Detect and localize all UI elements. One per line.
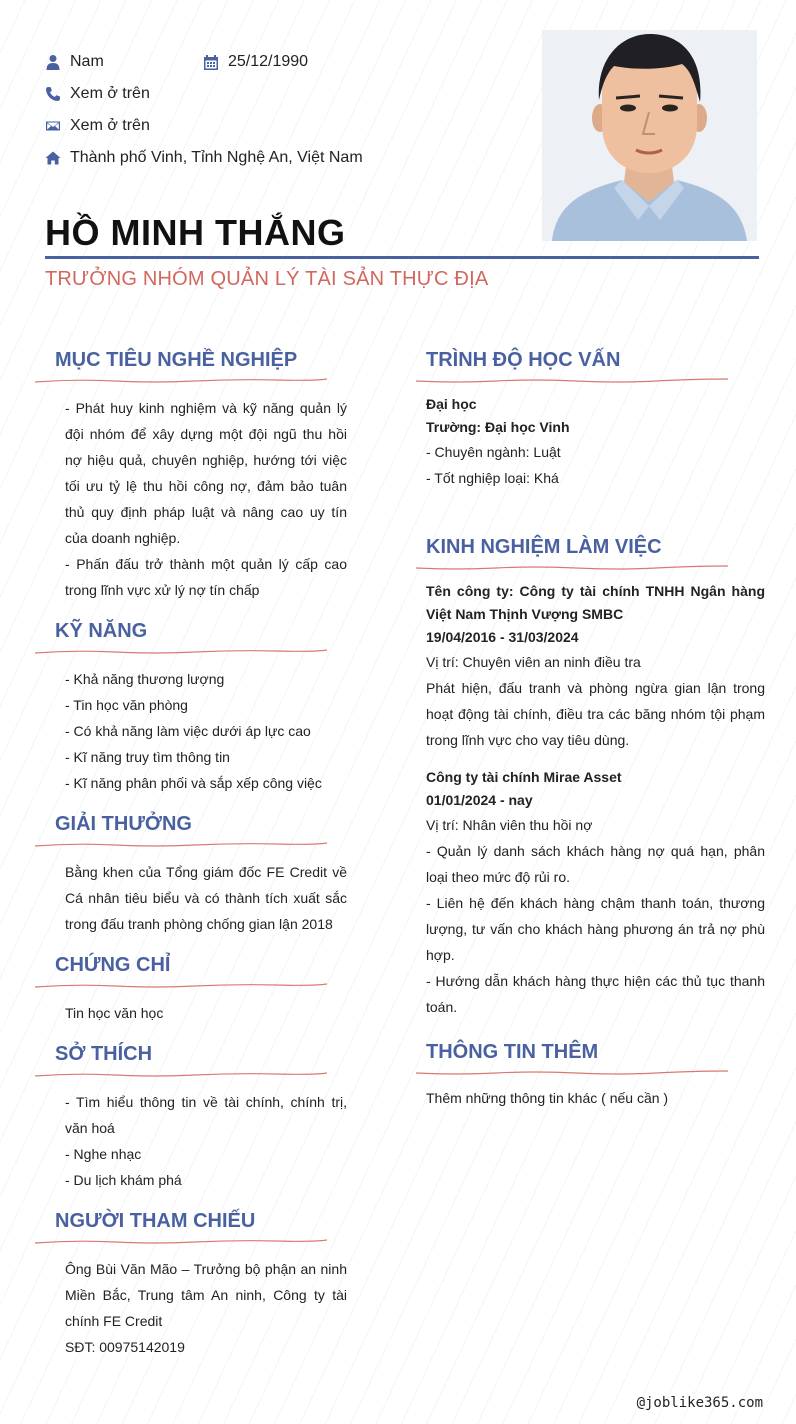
birthdate-row — [203, 50, 308, 74]
section-underline — [416, 1069, 728, 1077]
extra-text: Thêm những thông tin khác ( nếu cần ) — [426, 1090, 669, 1106]
references-text: Ông Bùi Văn Mão – Trưởng bộ phận an ninh Miền Bắc, Trung tâm An ninh, Công ty tài chính FE Credit SĐT: 00975142019 — [65, 1261, 347, 1355]
section-underline — [416, 564, 728, 572]
phone-text: Xem ở trên — [70, 85, 150, 102]
section-underline — [35, 841, 327, 849]
job-period: 19/04/2016 - 31/03/2024 — [426, 629, 579, 645]
section-title: CHỨNG CHỈ — [55, 954, 171, 976]
mail-icon — [45, 118, 61, 134]
job-entry — [426, 580, 765, 753]
list-item: - Du lịch khám phá — [65, 1172, 182, 1188]
job-title: TRƯỞNG NHÓM QUẢN LÝ TÀI SẢN THỰC ĐỊA — [45, 268, 489, 290]
education-details — [416, 393, 765, 491]
section-underline — [416, 377, 728, 385]
address-row — [45, 146, 363, 170]
list-item: - Tin học văn phòng — [65, 697, 188, 713]
list-item: - Tìm hiểu thông tin về tài chính, chính trị, văn hoá — [65, 1094, 347, 1136]
email-row — [45, 114, 150, 138]
section-title: THÔNG TIN THÊM — [426, 1041, 599, 1063]
section-education — [416, 346, 765, 491]
list-item: - Có khả năng làm việc dưới áp lực cao — [65, 723, 311, 739]
section-experience — [416, 533, 765, 1020]
watermark: @joblike365.com — [636, 1395, 763, 1411]
profile-photo — [542, 30, 757, 241]
section-title: NGƯỜI THAM CHIẾU — [55, 1210, 256, 1232]
job-position: Vị trí: Chuyên viên an ninh điều tra — [426, 654, 641, 670]
list-item: - Kĩ năng truy tìm thông tin — [65, 749, 230, 765]
experience-list — [416, 580, 765, 1020]
education-level: Đại học — [426, 396, 477, 412]
full-name: HỒ MINH THẮNG — [45, 212, 346, 253]
section-hobbies — [45, 1040, 347, 1193]
section-underline — [35, 648, 327, 656]
education-school: Trường: Đại học Vinh — [426, 419, 570, 435]
gender-text: Nam — [70, 53, 104, 70]
section-underline — [35, 1238, 327, 1246]
section-underline — [35, 982, 327, 990]
section-title: GIẢI THƯỞNG — [55, 813, 192, 835]
hobbies-list — [45, 1089, 347, 1193]
certificates-text: Tin học văn học — [65, 1005, 164, 1021]
section-skills — [45, 617, 347, 796]
objective-text: - Phát huy kinh nghiệm và kỹ năng quản lý đội nhóm để xây dựng một đội ngũ thu hồi nợ hiệu quả, chuyên nghiệp, hướng tới việc tối ưu tỷ lệ thu hồi công nợ, đảm bảo tuân thủ quy định pháp luật và nâng cao uy tín của doanh nghiệp. - Phấn đấu trở thành một quản lý cấp cao trong lĩnh vực xử lý nợ tín chấp — [65, 400, 347, 598]
section-title: KỸ NĂNG — [55, 620, 148, 642]
birthdate-text: 25/12/1990 — [228, 53, 309, 70]
education-major: - Chuyên ngành: Luật — [426, 444, 561, 460]
user-icon — [45, 54, 61, 70]
job-position: Vị trí: Nhân viên thu hồi nợ — [426, 817, 593, 833]
section-underline — [35, 1071, 327, 1079]
section-underline — [35, 377, 327, 385]
section-title: KINH NGHIỆM LÀM VIỆC — [426, 536, 662, 558]
section-objective — [45, 346, 347, 603]
awards-text: Bằng khen của Tổng giám đốc FE Credit về Cá nhân tiêu biểu và có thành tích xuất sắc trong đấu tranh phòng chống gian lận 2018 — [65, 864, 347, 932]
skills-list — [45, 666, 347, 796]
gender-row — [45, 50, 104, 74]
job-entry — [426, 766, 765, 1020]
phone-row — [45, 82, 150, 106]
section-awards — [45, 810, 347, 937]
calendar-icon — [203, 54, 219, 70]
job-detail: Phát hiện, đấu tranh và phòng ngừa gian lận trong hoạt động tài chính, điều tra các băng nhóm tội phạm trong lĩnh vực cho vay tiêu dùng. — [426, 680, 765, 748]
job-period: 01/01/2024 - nay — [426, 792, 533, 808]
phone-icon — [45, 86, 61, 102]
email-text: Xem ở trên — [70, 117, 150, 134]
job-company: Công ty tài chính Mirae Asset — [426, 769, 622, 785]
section-extra — [416, 1038, 765, 1111]
job-detail: - Quản lý danh sách khách hàng nợ quá hạn, phân loại theo mức độ rủi ro. — [426, 843, 765, 885]
list-item: - Nghe nhạc — [65, 1146, 142, 1162]
home-icon — [45, 150, 61, 166]
section-certificates — [45, 951, 347, 1026]
education-grade: - Tốt nghiệp loại: Khá — [426, 470, 559, 486]
job-detail: - Hướng dẫn khách hàng thực hiện các thủ tục thanh toán. — [426, 973, 765, 1015]
list-item: - Khả năng thương lượng — [65, 671, 225, 687]
section-references — [45, 1207, 347, 1360]
address-text: Thành phố Vinh, Tỉnh Nghệ An, Việt Nam — [70, 149, 363, 166]
section-title: MỤC TIÊU NGHỀ NGHIỆP — [55, 349, 298, 371]
list-item: - Kĩ năng phân phối và sắp xếp công việc — [65, 775, 322, 791]
section-title: TRÌNH ĐỘ HỌC VẤN — [426, 349, 621, 371]
section-title: SỞ THÍCH — [55, 1043, 153, 1065]
name-divider — [45, 256, 759, 259]
job-detail: - Liên hệ đến khách hàng chậm thanh toán, thương lượng, tư vấn cho khách hàng phương án trả nợ phù hợp. — [426, 895, 765, 963]
job-company: Tên công ty: Công ty tài chính TNHH Ngân hàng Việt Nam Thịnh Vượng SMBC — [426, 583, 765, 622]
